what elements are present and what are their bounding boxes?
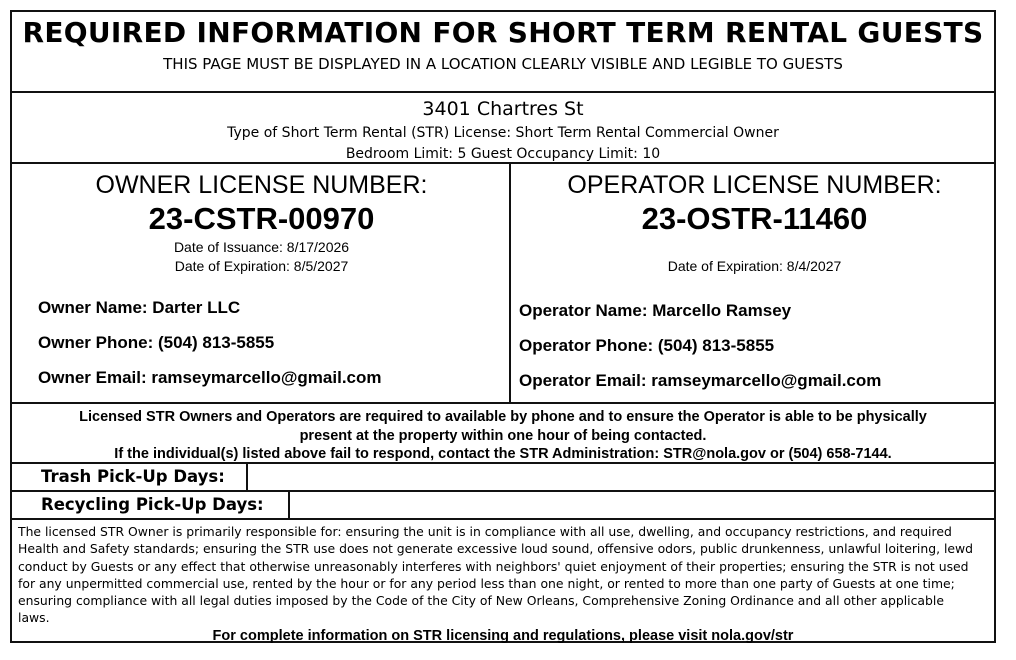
fine-print-line: for any unpermitted commercial use, rented by the hour or for any period less than one night, or rented to more than one party of Guests at one time; — [18, 575, 955, 591]
fine-print-line: conduct by Guests or any effect that otherwise unreasonably interferes with neighbors' quiet enjoyment of their properties; ensuring the STR is not used — [18, 558, 969, 574]
owner-name: Owner Name: Darter LLC — [38, 298, 241, 317]
availability-notice — [12, 408, 994, 464]
fine-print-line: ensuring compliance with all legal duties imposed by the Code of the City of New Orleans, Comprehensive Zoning Ordinance and all other applicable — [18, 593, 944, 609]
recycling-pickup-label: Recycling Pick-Up Days: — [41, 495, 264, 514]
cell-divider — [288, 490, 290, 518]
owner-license-number: 23-CSTR-00970 — [148, 201, 375, 236]
operator-license-label: OPERATOR LICENSE NUMBER: — [567, 171, 942, 199]
notice-line: present at the property within one hour of being contacted. — [299, 427, 707, 444]
fine-print-line: The licensed STR Owner is primarily responsible for: ensuring the unit is in compliance with all use, dwelling, and occupancy restrictions, and required — [18, 524, 952, 539]
divider — [12, 518, 994, 520]
fine-print-line: Health and Safety standards; ensuring the STR use does not generate excessive loud sound, offensive odors, public drunkenness, unlawful loitering, lewd — [18, 541, 974, 557]
owner-issuance-date: Date of Issuance: 8/17/2026 — [173, 239, 350, 255]
owner-email: Owner Email: ramseymarcello@gmail.com — [38, 368, 382, 387]
operator-phone: Operator Phone: (504) 813-5855 — [519, 336, 775, 355]
divider — [12, 91, 994, 93]
operator-email: Operator Email: ramseymarcello@gmail.com — [519, 371, 882, 390]
trash-pickup-label: Trash Pick-Up Days: — [41, 467, 225, 486]
property-address: 3401 Chartres St — [422, 98, 584, 120]
owner-responsibilities — [18, 523, 988, 627]
occupancy-limits: Bedroom Limit: 5 Guest Occupancy Limit: 10 — [345, 146, 661, 162]
notice-line: Licensed STR Owners and Operators are required to available by phone and to ensure the Operator is able to be physically — [79, 409, 927, 425]
license-type: Type of Short Term Rental (STR) License: Short Term Rental Commercial Owner — [227, 125, 779, 141]
cell-divider — [246, 462, 248, 490]
operator-license-number: 23-OSTR-11460 — [641, 201, 868, 236]
fine-print-line: laws. — [18, 610, 50, 626]
owner-license-label: OWNER LICENSE NUMBER: — [95, 171, 428, 199]
str-guest-notice — [10, 10, 996, 643]
divider — [12, 490, 994, 492]
notice-line: If the individual(s) listed above fail to respond, contact the STR Administration: STR@nola.gov or (504) 658-7144. — [114, 446, 892, 462]
operator-name: Operator Name: Marcello Ramsey — [519, 301, 792, 320]
operator-expiration-date: Date of Expiration: 8/4/2027 — [667, 258, 842, 274]
owner-phone: Owner Phone: (504) 813-5855 — [38, 333, 275, 352]
operator-section — [513, 164, 996, 404]
page-subtitle: THIS PAGE MUST BE DISPLAYED IN A LOCATION CLEARLY VISIBLE AND LEGIBLE TO GUESTS — [163, 55, 843, 73]
divider — [12, 402, 994, 404]
footer-info: For complete information on STR licensing and regulations, please visit nola.gov/str — [212, 628, 794, 644]
owner-section — [12, 164, 511, 404]
divider — [12, 462, 994, 464]
owner-expiration-date: Date of Expiration: 8/5/2027 — [174, 258, 349, 274]
page-title: REQUIRED INFORMATION FOR SHORT TERM RENTAL GUESTS — [22, 16, 984, 49]
